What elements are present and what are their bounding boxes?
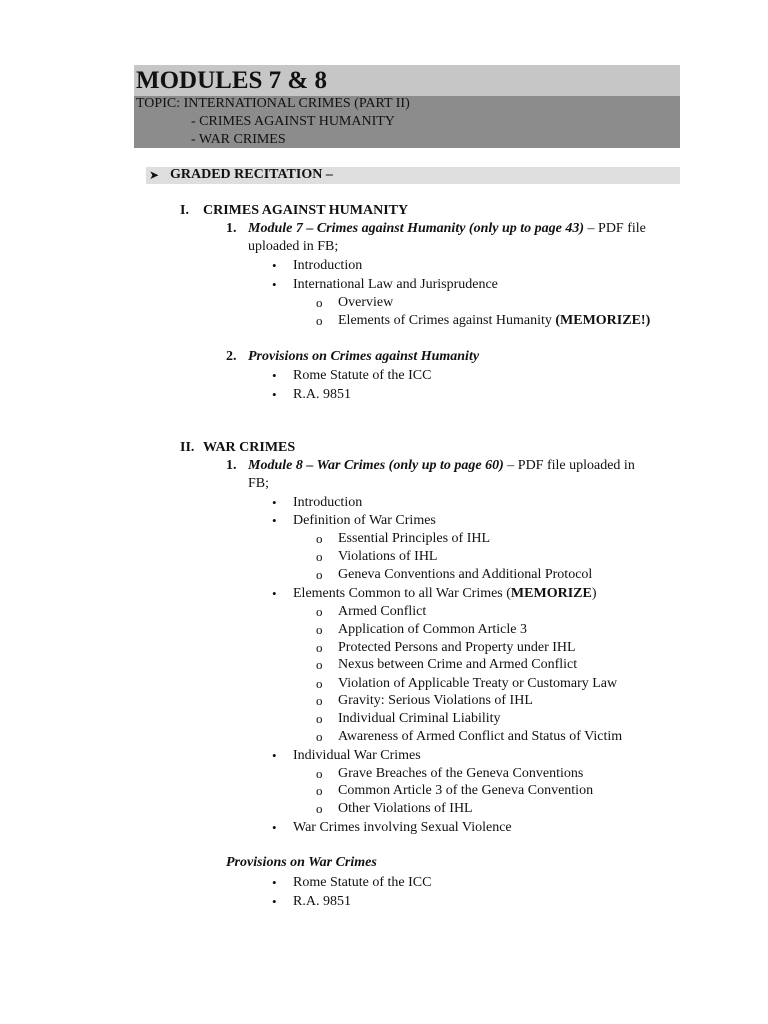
section-2-title: WAR CRIMES <box>203 440 296 455</box>
list-item: Individual War Crimes <box>293 748 421 763</box>
bullet-circle-icon: o <box>316 676 323 691</box>
bullet-dot-icon: • <box>272 513 277 528</box>
bullet-circle-icon: o <box>316 711 323 726</box>
bullet-circle-icon: o <box>316 622 323 637</box>
list-item-text: Elements of Crimes against Humanity <box>338 313 552 328</box>
document-title: MODULES 7 & 8 <box>136 67 327 94</box>
list-item <box>338 312 650 330</box>
list-item: Awareness of Armed Conflict and Status of Victim <box>338 729 623 744</box>
bullet-circle-icon: o <box>316 729 323 744</box>
section-2-numeral: II. <box>180 440 195 455</box>
list-item: Violation of Applicable Treaty or Customary Law <box>338 676 618 691</box>
s1-item-1-number: 1. <box>226 221 237 236</box>
list-item: R.A. 9851 <box>293 894 351 909</box>
list-item: Protected Persons and Property under IHL <box>338 640 576 655</box>
bullet-dot-icon: • <box>272 258 277 273</box>
list-item: Rome Statute of the ICC <box>293 875 432 890</box>
s1-item-1-title: Module 7 – Crimes against Humanity (only up to page 43) <box>248 221 585 236</box>
bullet-dot-icon: • <box>272 875 277 890</box>
list-item: Introduction <box>293 495 363 510</box>
provisions-war-crimes-title: Provisions on War Crimes <box>226 855 377 870</box>
bullet-circle-icon: o <box>316 549 323 564</box>
bullet-circle-icon: o <box>316 295 323 310</box>
s2-item-1-heading <box>248 457 635 475</box>
s1-item-1-continuation: uploaded in FB; <box>248 239 339 254</box>
topic-line: TOPIC: INTERNATIONAL CRIMES (PART II) <box>136 96 410 111</box>
s2-item-1-number: 1. <box>226 458 237 473</box>
list-item: Armed Conflict <box>338 604 427 619</box>
section-1-numeral: I. <box>180 203 189 218</box>
list-item: Introduction <box>293 258 363 273</box>
list-item: Gravity: Serious Violations of IHL <box>338 693 533 708</box>
s1-item-2-number: 2. <box>226 349 237 364</box>
subtopic-war-crimes: - WAR CRIMES <box>191 132 286 147</box>
list-item: Other Violations of IHL <box>338 801 473 816</box>
bullet-circle-icon: o <box>316 783 323 798</box>
bullet-dot-icon: • <box>272 894 277 909</box>
memorize-note: (MEMORIZE!) <box>555 313 651 328</box>
s2-item-1-continuation: FB; <box>248 476 270 491</box>
list-item-text: ) <box>591 586 597 601</box>
list-item: Nexus between Crime and Armed Conflict <box>338 657 578 672</box>
memorize-note: MEMORIZE <box>510 586 592 601</box>
s1-item-2-title: Provisions on Crimes against Humanity <box>248 349 480 364</box>
list-item: Violations of IHL <box>338 549 438 564</box>
section-1-title: CRIMES AGAINST HUMANITY <box>203 203 409 218</box>
list-item: R.A. 9851 <box>293 387 351 402</box>
s1-item-1-heading <box>248 220 646 238</box>
list-item: International Law and Jurisprudence <box>293 277 498 292</box>
list-item: Geneva Conventions and Additional Protocol <box>338 567 593 582</box>
bullet-circle-icon: o <box>316 801 323 816</box>
list-item: Essential Principles of IHL <box>338 531 491 546</box>
s2-item-1-suffix: – PDF file uploaded in <box>507 458 635 473</box>
bullet-circle-icon: o <box>316 531 323 546</box>
bullet-dot-icon: • <box>272 495 277 510</box>
bullet-circle-icon: o <box>316 567 323 582</box>
bullet-dot-icon: • <box>272 368 277 383</box>
list-item: War Crimes involving Sexual Violence <box>293 820 512 835</box>
list-item: Definition of War Crimes <box>293 513 436 528</box>
list-item: Grave Breaches of the Geneva Conventions <box>338 766 584 781</box>
bullet-circle-icon: o <box>316 693 323 708</box>
bullet-dot-icon: • <box>272 748 277 763</box>
list-item: Rome Statute of the ICC <box>293 368 432 383</box>
bullet-circle-icon: o <box>316 766 323 781</box>
list-item: Common Article 3 of the Geneva Convention <box>338 783 594 798</box>
bullet-circle-icon: o <box>316 657 323 672</box>
list-item-text: Elements Common to all War Crimes ( <box>293 586 511 601</box>
bullet-dot-icon: • <box>272 387 277 402</box>
bullet-dot-icon: • <box>272 820 277 835</box>
bullet-dot-icon: • <box>272 277 277 292</box>
list-item: Individual Criminal Liability <box>338 711 501 726</box>
graded-recitation-label: GRADED RECITATION – <box>170 167 333 182</box>
list-item <box>293 585 596 603</box>
bullet-circle-icon: o <box>316 313 323 328</box>
bullet-circle-icon: o <box>316 640 323 655</box>
arrow-bullet-icon: ➤ <box>149 168 160 182</box>
s1-item-1-suffix: – PDF file <box>587 221 646 236</box>
bullet-circle-icon: o <box>316 604 323 619</box>
bullet-dot-icon: • <box>272 586 277 601</box>
list-item: Application of Common Article 3 <box>338 622 527 637</box>
list-item: Overview <box>338 295 394 310</box>
subtopic-crimes-against-humanity: - CRIMES AGAINST HUMANITY <box>191 114 395 129</box>
s2-item-1-title: Module 8 – War Crimes (only up to page 60) <box>248 458 504 473</box>
